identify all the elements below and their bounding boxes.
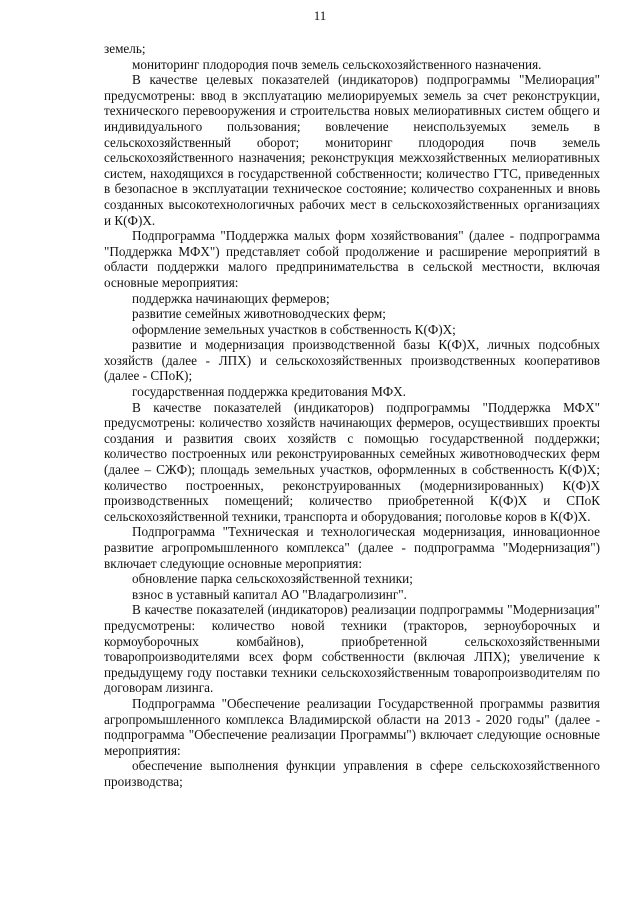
paragraph: В качестве целевых показателей (индикаторов) подпрограммы "Мелиорация" предусмотрены: ввод в эксплуатацию мелиорируемых земель за счет реконструкции, технического перевооружения и строительства новых мелиоративных систем общего и индивидуального пользования; вовлечение неиспользуемых земель в сельскохозяйственный оборот; мониторинг плодородия почв земель сельскохозяйственного назначения; реконструкция межхозяйственных мелиоративных систем, находящихся в государственной собственности; количество ГТС, приведенных в безопасное в эксплуатации техническое состояние; количество сохраненных и вновь созданных высокотехнологичных рабочих мест в сельскохозяйственных организациях и К(Ф)Х. [104, 72, 600, 228]
list-item: развитие и модернизация производственной базы К(Ф)Х, личных подсобных хозяйств (далее - ЛПХ) и сельскохозяйственных производственных кооперативов (далее - СПоК); [104, 337, 600, 384]
paragraph: В качестве показателей (индикаторов) реализации подпрограммы "Модернизация" предусмотрены: количество новой техники (тракторов, зерноуборочных и кормоуборочных комбайнов), приобретенной сельскохозяйственными товаропроизводителями всех форм собственности (включая ЛПХ); увеличение к предыдущему году поставки техники сельскохозяйственным товаропроизводителям по договорам лизинга. [104, 602, 600, 696]
list-item: поддержка начинающих фермеров; [132, 290, 330, 306]
paragraph: Подпрограмма "Поддержка малых форм хозяйствования" (далее - подпрограмма "Поддержка МФХ") представляет собой продолжение и расширение мероприятий в области поддержки малого предпринимательства в сельской местности, включая основные мероприятия: [104, 228, 600, 290]
page-number: 11 [313, 8, 327, 23]
paragraph: Подпрограмма "Техническая и технологическая модернизация, инновационное развитие агропромышленного комплекса" (далее - подпрограмма "Модернизация") включает следующие основные мероприятия: [104, 524, 600, 571]
list-item: обеспечение выполнения функции управления в сфере сельскохозяйственного производства; [104, 758, 600, 789]
list-item: государственная поддержка кредитования МФХ. [132, 384, 406, 400]
document-body [104, 41, 600, 790]
list-item: взнос в уставный капитал АО "Владагролизинг". [132, 586, 407, 602]
paragraph: мониторинг плодородия почв земель сельскохозяйственного назначения. [132, 56, 542, 72]
list-item: развитие семейных животноводческих ферм; [132, 306, 386, 322]
list-item: оформление земельных участков в собственность К(Ф)Х; [132, 321, 456, 337]
list-item: обновление парка сельскохозяйственной техники; [132, 571, 413, 587]
paragraph: В качестве показателей (индикаторов) подпрограммы "Поддержка МФХ" предусмотрены: количество хозяйств начинающих фермеров, осуществивших проекты создания и развития своих хозяйств с помощью государственной поддержки; количество построенных или реконструированных семейных животноводческих ферм (далее – СЖФ); площадь земельных участков, оформленных в собственность К(Ф)Х; количество построенных, реконструированных (модернизированных) К(Ф)Х производственных помещений; количество приобретенной К(Ф)Х и СПоК сельскохозяйственной техники, транспорта и оборудования; поголовье коров в К(Ф)Х. [104, 399, 600, 524]
paragraph: Подпрограмма "Обеспечение реализации Государственной программы развития агропромышленного комплекса Владимирской области на 2013 - 2020 годы" (далее - подпрограмма "Обеспечение реализации Программы") включает следующие основные мероприятия: [104, 695, 600, 758]
paragraph: земель; [104, 41, 146, 56]
